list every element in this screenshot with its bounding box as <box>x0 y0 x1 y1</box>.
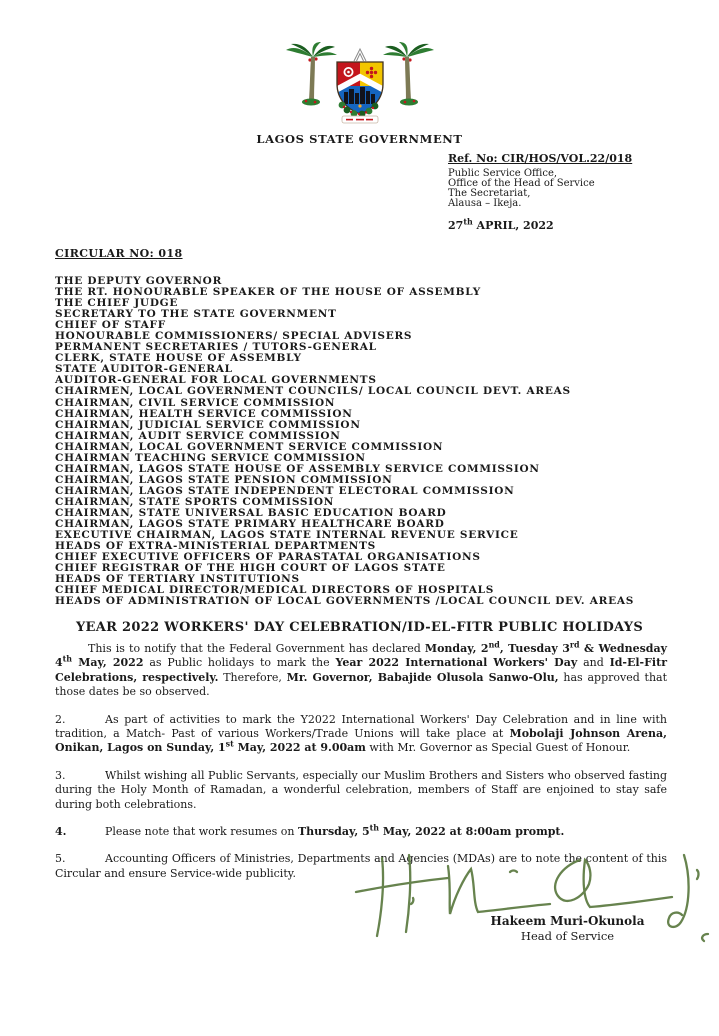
circular-number: CIRCULAR NO: 018 <box>55 247 183 260</box>
paragraph-2 <box>55 713 667 756</box>
addressee-line: CHAIRMAN, LAGOS STATE HOUSE OF ASSEMBLY SERVICE COMMISSION <box>55 462 540 475</box>
office-address-line: The Secretariat, <box>448 187 531 199</box>
addressee-line: THE CHIEF JUDGE <box>55 297 179 310</box>
addressee-line: CHAIRMAN, STATE UNIVERSAL BASIC EDUCATION BOARD <box>55 506 447 519</box>
addressee-line: CHAIRMAN, JUDICIAL SERVICE COMMISSION <box>55 418 361 431</box>
addressee-line: HEADS OF ADMINISTRATION OF LOCAL GOVERNMENTS /LOCAL COUNCIL DEV. AREAS <box>55 595 635 608</box>
motto-ribbon-icon <box>342 116 378 123</box>
palm-tree-left-icon <box>286 42 337 106</box>
paragraph-2-text: As part of activities to mark the Y2022 International Workers' Day Celebration and in line with tradition, a Match- Past of various Workers/Trade Unions will take place at Mobolaji Johnson Arena, Onikan, Lagos on Sunday, 1st May, 2022 at 9.00am with Mr. Governor as Special Guest of Honour. <box>55 712 667 755</box>
signatory-name: Hakeem Muri-Okunola <box>490 914 645 928</box>
addressee-line: HEADS OF TERTIARY INSTITUTIONS <box>55 573 300 586</box>
office-address-line: Office of the Head of Service <box>448 177 595 189</box>
office-address-line: Alausa – Ikeja. <box>448 197 522 209</box>
paragraph-4-number: 4. <box>55 825 67 839</box>
paragraph-2-number: 2. <box>55 712 66 726</box>
addressee-line: AUDITOR-GENERAL FOR LOCAL GOVERNMENTS <box>55 374 377 387</box>
paragraph-1 <box>55 642 667 700</box>
addressee-line: CHAIRMAN, AUDIT SERVICE COMMISSION <box>55 429 341 442</box>
addressee-line: CHAIRMAN, LAGOS STATE INDEPENDENT ELECTORAL COMMISSION <box>55 484 515 497</box>
palm-tree-right-icon <box>383 42 434 106</box>
addressee-line: CHAIRMAN, LAGOS STATE PRIMARY HEALTHCARE BOARD <box>55 518 445 531</box>
addressee-line: CHAIRMEN, LOCAL GOVERNMENT COUNCILS/ LOCAL COUNCIL DEVT. AREAS <box>55 385 571 398</box>
addressee-list <box>55 276 634 607</box>
addressee-line: CHAIRMAN, HEALTH SERVICE COMMISSION <box>55 407 353 420</box>
paragraph-3 <box>55 769 667 812</box>
office-address <box>448 169 632 209</box>
org-name: LAGOS STATE GOVERNMENT <box>256 132 463 146</box>
paragraph-1-text: This is to notify that the Federal Government has declared Monday, 2nd, Tuesday 3rd & Wednesday 4th May, 2022 as Public holidays to mark the Year 2022 International Workers' Day and Id-El-Fitr Celebrations, respectively. Therefore, Mr. Governor, Babajide Olusola Sanwo-Olu, has approved that those dates be so observed. <box>55 640 668 699</box>
document-title: YEAR 2022 WORKERS' DAY CELEBRATION/ID-EL-FITR PUBLIC HOLIDAYS <box>75 620 644 635</box>
office-address-line: Public Service Office, <box>448 168 558 179</box>
addressee-line: CHAIRMAN, CIVIL SERVICE COMMISSION <box>55 396 336 409</box>
addressee-line: PERMANENT SECRETARIES / TUTORS-GENERAL <box>55 341 377 354</box>
addressee-line: CHIEF MEDICAL DIRECTOR/MEDICAL DIRECTORS OF HOSPITALS <box>55 584 495 597</box>
paragraph-5-text: Accounting Officers of Ministries, Departments and Agencies (MDAs) are to note the content of this Circular and ensure Service-wide publicity. <box>55 852 667 880</box>
lagos-coat-of-arms-icon <box>285 42 435 126</box>
reference-number: Ref. No: CIR/HOS/VOL.22/018 <box>448 152 633 165</box>
signatory-block <box>480 914 655 943</box>
addressee-line: CHIEF REGISTRAR OF THE HIGH COURT OF LAGOS STATE <box>55 562 446 575</box>
addressee-line: CHIEF EXECUTIVE OFFICERS OF PARASTATAL ORGANISATIONS <box>55 551 481 564</box>
paragraph-4 <box>55 825 667 839</box>
addressee-line: CHAIRMAN, LAGOS STATE PENSION COMMISSION <box>55 473 393 486</box>
document-date: 27th APRIL, 2022 <box>448 216 554 232</box>
addressee-line: THE DEPUTY GOVERNOR <box>55 275 223 287</box>
letterhead <box>0 42 719 146</box>
addressee-line: HEADS OF EXTRA-MINISTERIAL DEPARTMENTS <box>55 540 376 553</box>
addressee-line: CLERK, STATE HOUSE OF ASSEMBLY <box>55 352 302 365</box>
addressee-line: SECRETARY TO THE STATE GOVERNMENT <box>55 308 337 321</box>
addressee-line: EXECUTIVE CHAIRMAN, LAGOS STATE INTERNAL REVENUE SERVICE <box>55 529 519 542</box>
paragraph-4-text: Please note that work resumes on Thursday, 5th May, 2022 at 8:00am prompt. <box>105 823 565 839</box>
paragraph-3-text: Whilst wishing all Public Servants, especially our Muslim Brothers and Sisters who observed fasting during the Holy Month of Ramadan, a wonderful celebration, members of Staff are enjoined to stay safe during both celebrations. <box>55 768 667 811</box>
addressee-line: CHAIRMAN, STATE SPORTS COMMISSION <box>55 495 335 508</box>
addressee-line: CHAIRMAN, LOCAL GOVERNMENT SERVICE COMMISSION <box>55 440 444 453</box>
addressee-line: THE RT. HONOURABLE SPEAKER OF THE HOUSE OF ASSEMBLY <box>55 286 482 299</box>
ref-block <box>448 153 632 231</box>
addressee-line: HONOURABLE COMMISSIONERS/ SPECIAL ADVISERS <box>55 330 413 343</box>
addressee-line: CHAIRMAN TEACHING SERVICE COMMISSION <box>55 451 366 464</box>
addressee-line: STATE AUDITOR-GENERAL <box>55 363 233 376</box>
addressee-line: CHIEF OF STAFF <box>55 319 166 332</box>
paragraph-5-number: 5. <box>55 852 66 866</box>
paragraph-3-number: 3. <box>55 768 66 782</box>
signatory-title: Head of Service <box>520 929 615 943</box>
crest-icon <box>354 49 366 61</box>
